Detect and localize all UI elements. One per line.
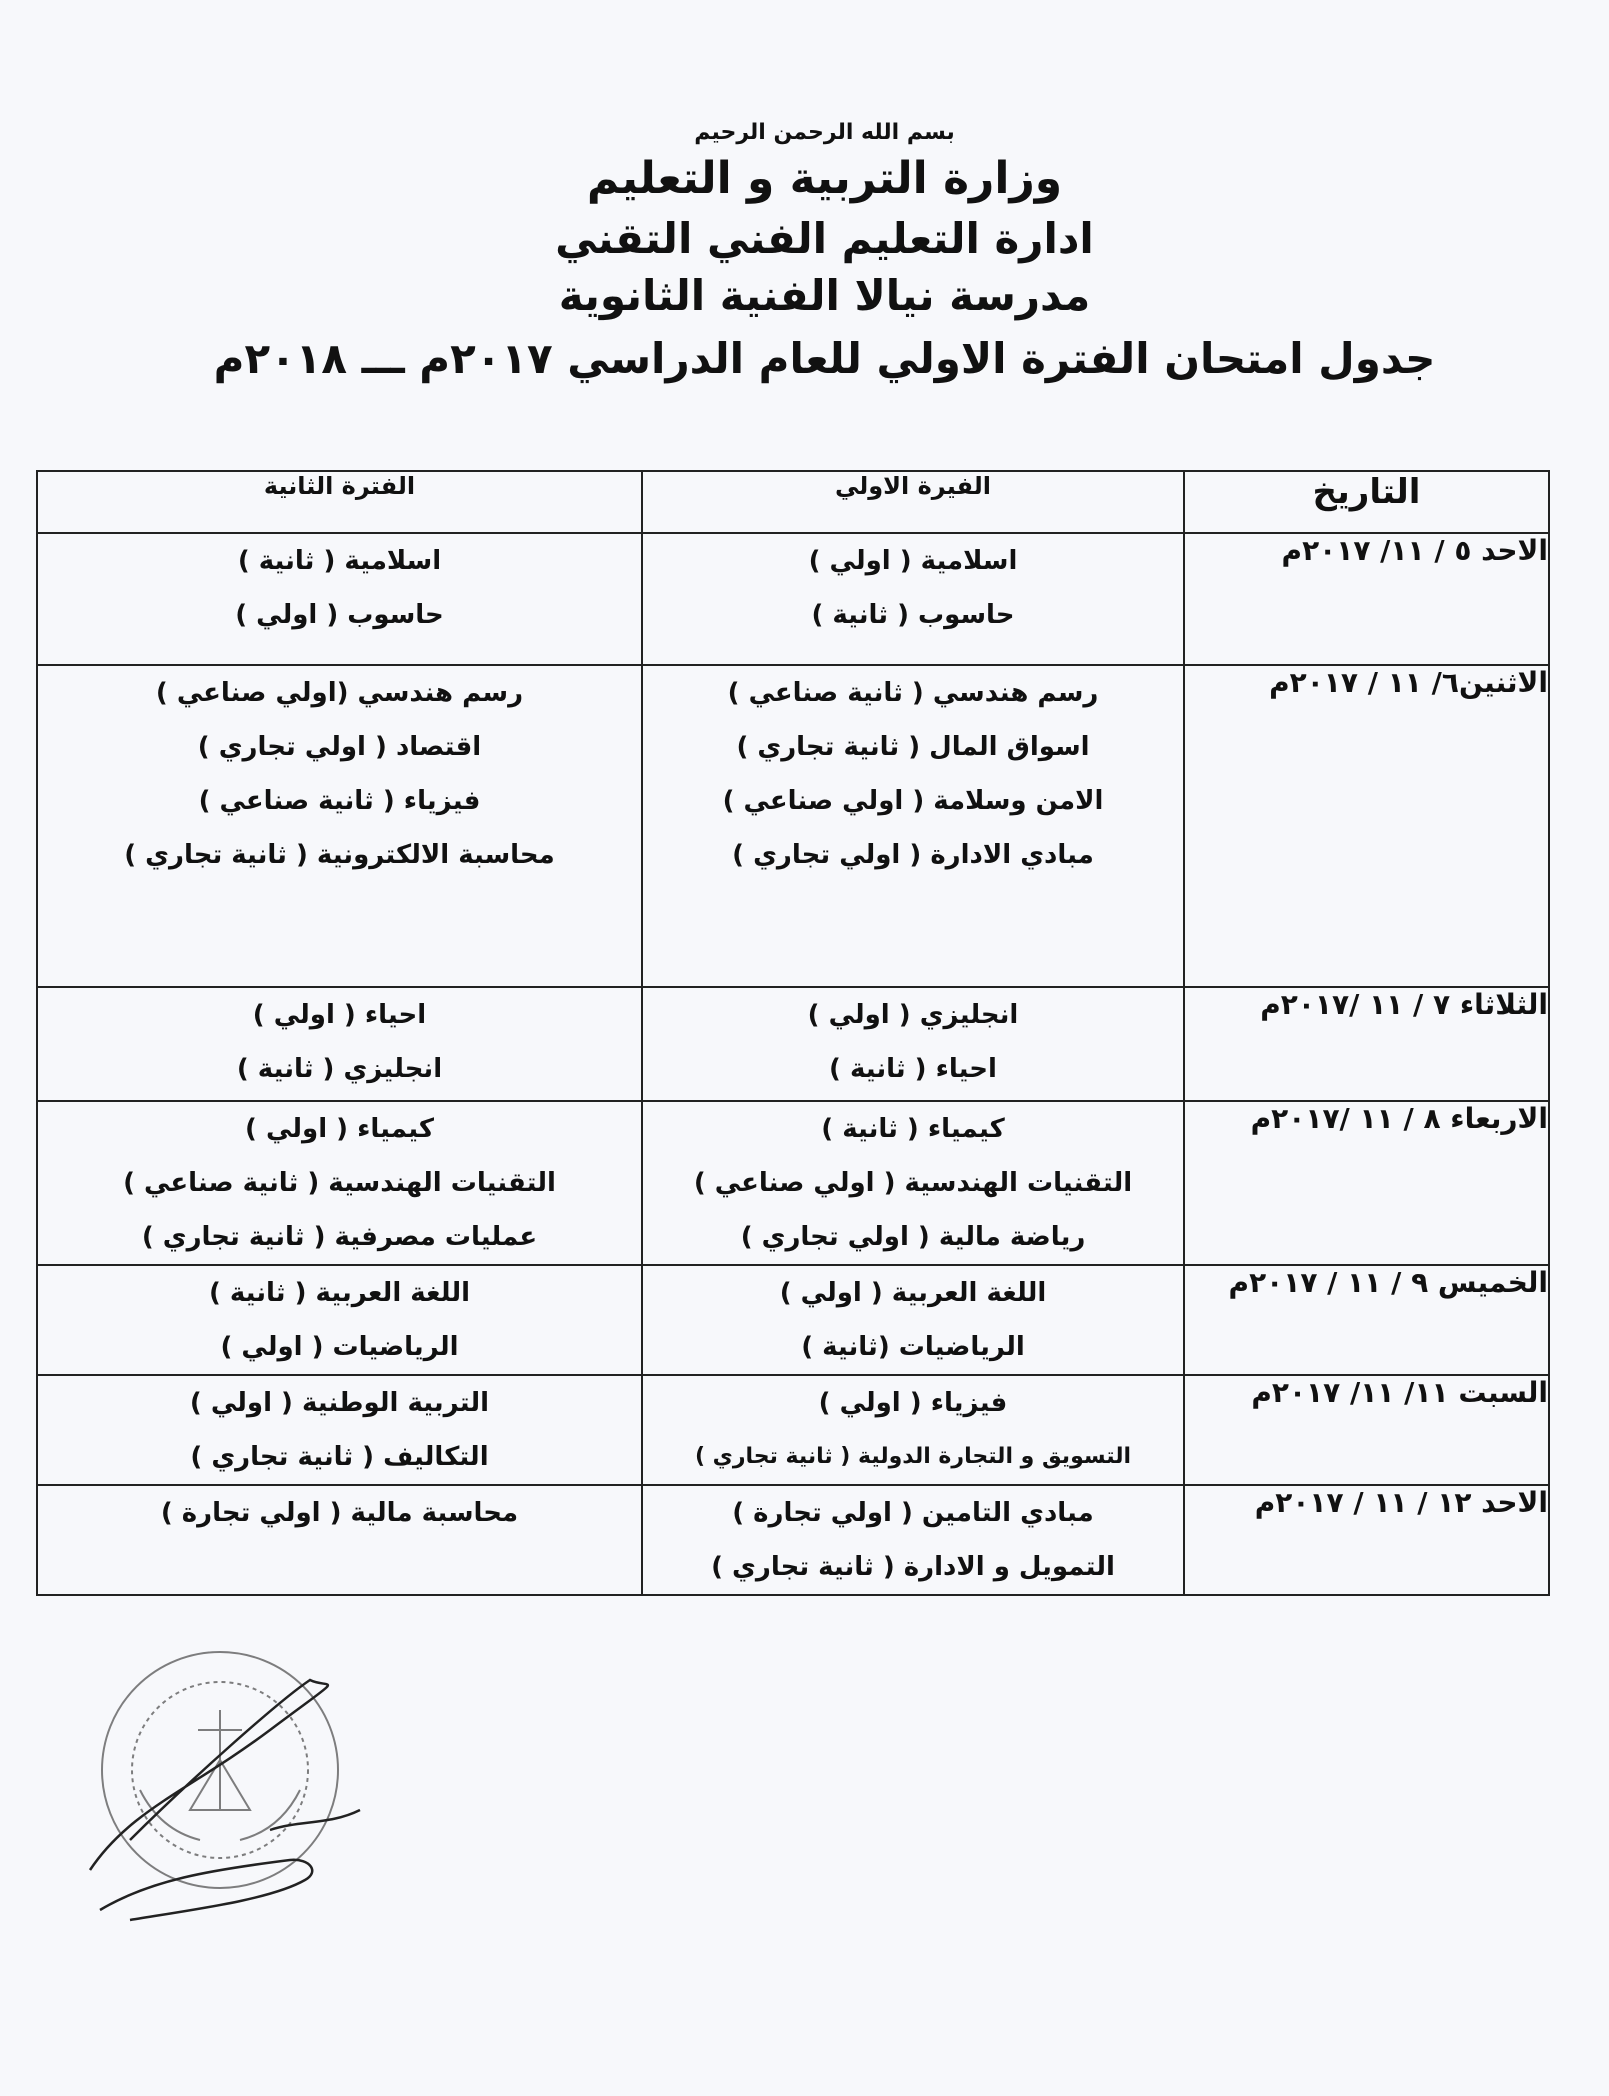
second-period-cell bbox=[37, 1375, 642, 1485]
second-period-cell bbox=[37, 1101, 642, 1265]
first-period-cell bbox=[642, 533, 1184, 665]
row-date: الثلاثاء ٧ / ١١ /٢٠١٧م bbox=[1184, 987, 1549, 1101]
second-period-cell bbox=[37, 665, 642, 987]
subject-entry: الرياضيات (ثانية ) bbox=[801, 1332, 1025, 1362]
subject-entry: التسويق و التجارة الدولية ( ثانية تجاري ) bbox=[694, 1444, 1132, 1469]
subject-entry: التكاليف ( ثانية تجاري ) bbox=[190, 1442, 489, 1472]
table-row bbox=[37, 1101, 1549, 1265]
subject-entry: حاسوب ( ثانية ) bbox=[811, 600, 1015, 630]
basmala: بسم الله الرحمن الرحيم bbox=[694, 120, 955, 145]
subject-entry: التقنيات الهندسية ( ثانية صناعي ) bbox=[123, 1168, 556, 1198]
subject-entry: اسلامية ( ثانية ) bbox=[237, 546, 442, 576]
second-period-cell bbox=[37, 1265, 642, 1375]
table-row bbox=[37, 1265, 1549, 1375]
subject-entry: التقنيات الهندسية ( اولي صناعي ) bbox=[693, 1168, 1133, 1198]
subject-entry: الرياضيات ( اولي ) bbox=[220, 1332, 459, 1362]
row-date: الاثنين٦/ ١١ / ٢٠١٧م bbox=[1184, 665, 1549, 987]
subject-entry: مبادي التامين ( اولي تجارة ) bbox=[732, 1498, 1094, 1528]
subject-entry: انجليزي ( اولي ) bbox=[807, 1000, 1019, 1030]
table-row bbox=[37, 987, 1549, 1101]
subject-entry: كيمياء ( اولي ) bbox=[245, 1114, 434, 1144]
row-date: الاحد ٥ / ١١/ ٢٠١٧م bbox=[1184, 533, 1549, 665]
exam-schedule-table bbox=[36, 470, 1550, 1596]
subject-entry: التربية الوطنية ( اولي ) bbox=[189, 1388, 490, 1418]
subject-entry: احياء ( ثانية ) bbox=[829, 1054, 997, 1084]
subject-entry: رسم هندسي ( ثانية صناعي ) bbox=[727, 678, 1099, 708]
subject-entry: فيزياء ( ثانية صناعي ) bbox=[198, 786, 481, 816]
subject-entry: محاسبة الالكترونية ( ثانية تجاري ) bbox=[124, 840, 555, 870]
seal-emblem-icon bbox=[190, 1710, 250, 1810]
row-date: الاحد ١٢ / ١١ / ٢٠١٧م bbox=[1184, 1485, 1549, 1595]
official-stamp-and-signature bbox=[70, 1610, 400, 1950]
ministry-name: وزارة التربية و التعليم bbox=[586, 153, 1063, 204]
row-date: السبت ١١/ ١١/ ٢٠١٧م bbox=[1184, 1375, 1549, 1485]
subject-entry: رسم هندسي (اولي صناعي ) bbox=[155, 678, 524, 708]
first-period-cell bbox=[642, 665, 1184, 987]
subject-entry: الامن وسلامة ( اولي صناعي ) bbox=[722, 786, 1104, 816]
subject-entry: انجليزي ( ثانية ) bbox=[236, 1054, 443, 1084]
first-period-cell bbox=[642, 987, 1184, 1101]
subject-entry: كيمياء ( ثانية ) bbox=[821, 1114, 1005, 1144]
subject-entry: رياضة مالية ( اولي تجاري ) bbox=[740, 1222, 1086, 1252]
second-period-cell bbox=[37, 1485, 642, 1595]
document-header bbox=[0, 120, 1609, 383]
subject-entry: فيزياء ( اولي ) bbox=[818, 1388, 1008, 1418]
subject-entry: اللغة العربية ( اولي ) bbox=[779, 1278, 1047, 1308]
table-header-row bbox=[37, 471, 1549, 533]
row-date: الخميس ٩ / ١١ / ٢٠١٧م bbox=[1184, 1265, 1549, 1375]
header-date: التاريخ bbox=[1184, 471, 1549, 533]
signature-strokes bbox=[90, 1680, 360, 1920]
first-period-cell bbox=[642, 1485, 1184, 1595]
table-row bbox=[37, 1485, 1549, 1595]
row-date: الاربعاء ٨ / ١١ /٢٠١٧م bbox=[1184, 1101, 1549, 1265]
school-name: مدرسة نيالا الفنية الثانوية bbox=[558, 271, 1091, 320]
second-period-cell bbox=[37, 987, 642, 1101]
subject-entry: التمويل و الادارة ( ثانية تجاري ) bbox=[711, 1552, 1115, 1582]
subject-entry: اقتصاد ( اولي تجاري ) bbox=[197, 732, 482, 762]
table-row bbox=[37, 1375, 1549, 1485]
subject-entry: احياء ( اولي ) bbox=[252, 1000, 427, 1030]
first-period-cell bbox=[642, 1265, 1184, 1375]
header-first-period: الفيرة الاولي bbox=[642, 471, 1184, 533]
subject-entry: اسلامية ( اولي ) bbox=[808, 546, 1018, 576]
subject-entry: اسواق المال ( ثانية تجاري ) bbox=[736, 732, 1090, 762]
first-period-cell bbox=[642, 1375, 1184, 1485]
subject-entry: حاسوب ( اولي ) bbox=[235, 600, 444, 630]
subject-entry: اللغة العربية ( ثانية ) bbox=[208, 1278, 471, 1308]
subject-entry: مبادي الادارة ( اولي تجاري ) bbox=[732, 840, 1094, 870]
table-row bbox=[37, 533, 1549, 665]
table-row bbox=[37, 665, 1549, 987]
subject-entry: عمليات مصرفية ( ثانية تجاري ) bbox=[141, 1222, 538, 1252]
department-name: ادارة التعليم الفني التقني bbox=[555, 214, 1094, 263]
first-period-cell bbox=[642, 1101, 1184, 1265]
subject-entry: محاسبة مالية ( اولي تجارة ) bbox=[160, 1498, 519, 1528]
header-second-period: الفترة الثانية bbox=[37, 471, 642, 533]
schedule-title: جدول امتحان الفترة الاولي للعام الدراسي ٢٠١٧م ـــ ٢٠١٨م bbox=[213, 334, 1436, 383]
second-period-cell bbox=[37, 533, 642, 665]
